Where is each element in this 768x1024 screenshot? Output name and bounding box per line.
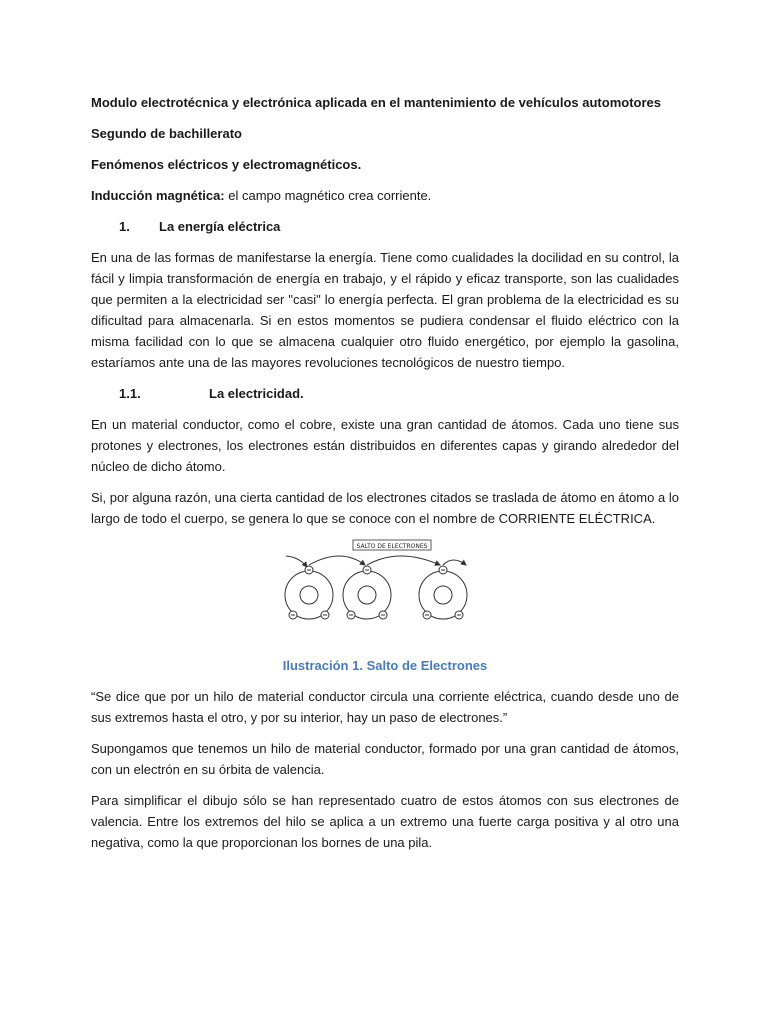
paragraph-quote: “Se dice que por un hilo de material conductor circula una corriente eléctrica, cuando desde uno de sus extremos hasta el otro, y por su interior, hay un paso de electrones.” <box>91 689 679 725</box>
paragraph-simplificar: Para simplificar el dibujo sólo se han representado cuatro de estos átomos con sus electrones de valencia. Entre los extremos del hilo se aplica a un extremo una fuerte carga positiva y al otro una negativa, como la que proporcionan los bornes de una pila. <box>91 793 679 850</box>
section-1-number: 1. <box>119 219 130 234</box>
document-body <box>91 92 679 863</box>
figure-label: SALTO DE ELECTRONES <box>356 543 428 550</box>
section-1-1-number: 1.1. <box>119 386 141 401</box>
document-title: Modulo electrotécnica y electrónica aplicada en el mantenimiento de vehículos automotores <box>91 95 661 110</box>
document-subtitle: Segundo de bachillerato <box>91 126 242 141</box>
section-1-paragraph: En una de las formas de manifestarse la energía. Tiene como cualidades la docilidad en su control, la fácil y limpia transformación de energía en trabajo, y el rápido y eficaz transporte, son las cualidades que permiten a la electricidad ser "casi" lo energía perfecta. El gran problema de la electricidad es su dificultad para almacenarla. Si en estos momentos se pudiera condensar el fluido eléctrico con la misma facilidad con lo que se almacena cualquier otro fluido energético, por ejemplo la gasolina, estaríamos ante una de las mayores revoluciones tecnológicos de nuestro tiempo. <box>91 250 679 370</box>
induction-line <box>91 185 679 206</box>
figure-caption: Ilustración 1. Salto de Electrones <box>282 658 488 673</box>
paragraph-conductor: En un material conductor, como el cobre, existe una gran cantidad de átomos. Cada uno tiene sus protones y electrones, los electrones están distribuidos en diferentes capas y girando alrededor del núcleo de dicho átomo. <box>91 417 679 474</box>
paragraph-supongamos: Supongamos que tenemos un hilo de material conductor, formado por una gran cantidad de átomos, con un electrón en su órbita de valencia. <box>91 741 679 777</box>
atom-2 <box>343 566 391 619</box>
electron-jump-diagram <box>281 539 491 644</box>
induction-label: Inducción magnética: <box>91 188 225 203</box>
induction-text: el campo magnético crea corriente. <box>224 188 432 203</box>
atom-1 <box>285 566 333 619</box>
section-1-1-heading <box>91 383 679 404</box>
paragraph-corriente: Si, por alguna razón, una cierta cantidad de los electrones citados se traslada de átomo en átomo a lo largo de todo el cuerpo, se genera lo que se conoce con el nombre de CORRIENTE ELÉCTRICA. <box>91 490 679 526</box>
section-1-1-title: La electricidad. <box>209 386 304 401</box>
atom-3 <box>419 566 467 619</box>
jump-arrow-right <box>443 560 466 565</box>
jump-arrow-1 <box>309 556 365 565</box>
jump-arrow-left <box>286 556 307 567</box>
electron-jump-figure <box>91 539 679 649</box>
jump-arrow-2 <box>367 556 440 565</box>
section-1-title: La energía eléctrica <box>159 219 281 234</box>
document-topic: Fenómenos eléctricos y electromagnéticos. <box>91 157 362 172</box>
section-1-heading <box>91 216 679 237</box>
